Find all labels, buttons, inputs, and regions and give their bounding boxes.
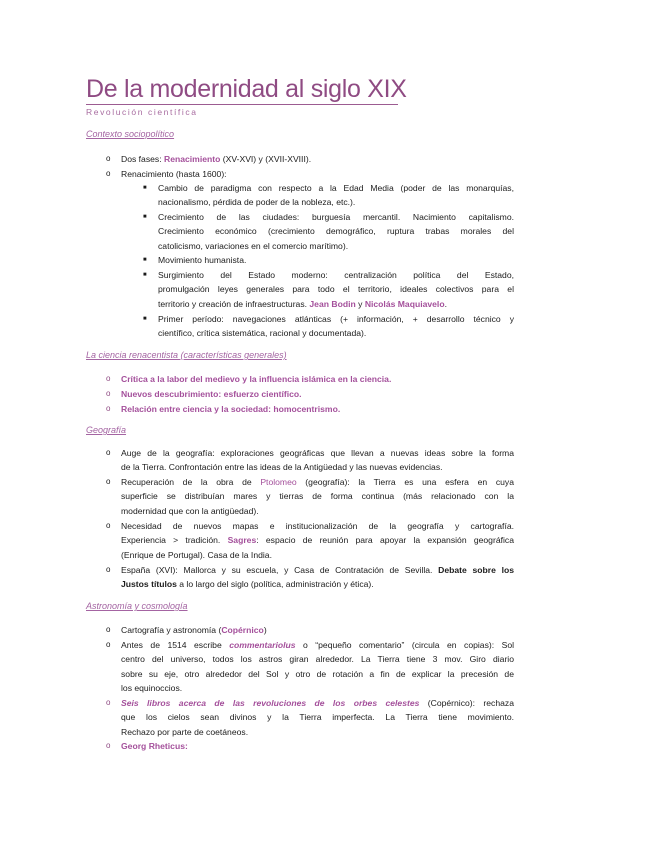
section-heading-contexto: Contexto sociopolítico xyxy=(86,129,175,139)
bullet-icon: o xyxy=(106,698,111,707)
list-item-georg-rheticus: Georg Rheticus: xyxy=(121,741,188,751)
list-item-auge-geografia: Auge de la geografía: exploraciones geográficas que llevan a nuevas ideas sobre la forma de la Tierra. Confrontación entre las ideas de la Antigüedad y las nuevas evidencias. xyxy=(121,448,514,473)
sublist-item-movimiento-humanista: Movimiento humanista. xyxy=(158,255,247,265)
section-heading-astronomia: Astronomía y cosmología xyxy=(86,601,188,611)
bullet-icon: ■ xyxy=(143,185,147,191)
page-title: De la modernidad al siglo XIX xyxy=(86,75,407,103)
bullet-icon: o xyxy=(106,625,111,634)
list-item-renacimiento: Renacimiento (hasta 1600): xyxy=(121,169,227,179)
list-item-commentariolus: Antes de 1514 escribe commentariolus o “pequeño comentario” (circula en copias): Sol centro del universo, todos los astros giran alrededor. La Tierra tiene 3 mov. Giro diario sobre su eje, otro alrededor del Sol y otro de rotación a fin de explicar la precesión de los equinoccios. xyxy=(121,640,515,693)
bullet-icon: ■ xyxy=(143,316,147,322)
bullet-icon: o xyxy=(106,640,111,649)
list-item-ptolomeo: Recuperación de la obra de Ptolomeo (geografía): la Tierra es una esfera en cuya superficie se distribuían mares y tierras de forma continua (más relacionado con la modernidad que con la antigüedad). xyxy=(121,477,514,516)
bullet-icon: o xyxy=(106,448,111,457)
bullet-icon: o xyxy=(106,169,111,178)
list-item-cartografia: Cartografía y astronomía (Copérnico) xyxy=(121,625,267,635)
list-item-relacion-ciencia-sociedad: Relación entre ciencia y la sociedad: homocentrismo. xyxy=(121,404,341,414)
section-heading-ciencia: La ciencia renacentista (características generales) xyxy=(86,350,287,360)
bullet-icon: o xyxy=(106,404,111,413)
list-item-dos-fases: Dos fases: Renacimiento (XV-XVI) y (XVII-XVIII). xyxy=(121,154,312,164)
list-item-critica-medievo: Crítica a la labor del medievo y la influencia islámica en la ciencia. xyxy=(121,374,392,384)
bullet-icon: o xyxy=(106,374,111,383)
bullet-icon: o xyxy=(106,521,111,530)
list-item-espana: España (XVI): Mallorca y su escuela, y Casa de Contratación de Sevilla. Debate sobre los Justos títulos a lo largo del siglo (política, administración y ética). xyxy=(121,565,514,590)
sublist-item-crecimiento-ciudades: Crecimiento de las ciudades: burguesía mercantil. Nacimiento capitalismo. Crecimiento económico (crecimiento demográfico, ruptura trabas morales del catolicismo, variaciones en el comercio marítimo). xyxy=(158,212,514,251)
list-item-nuevos-descubrimientos: Nuevos descubrimiento: esfuerzo científico. xyxy=(121,389,302,399)
bullet-icon: o xyxy=(106,477,111,486)
list-item-seis-libros: Seis libros acerca de las revoluciones de los orbes celestes (Copérnico): rechaza que los cielos sean divinos y la Tierra imperfecta. La Tierra tiene movimiento. Rechazo por parte de coetáneos. xyxy=(121,698,514,737)
bullet-icon: o xyxy=(106,389,111,398)
list-item-nuevos-mapas: Necesidad de nuevos mapas e institucionalización de la geografía y cartografía. Experiencia > tradición. Sagres: espacio de reunión para apoyar la expansión geográfica (Enrique de Portugal). Casa de la India. xyxy=(121,521,514,560)
sublist-item-estado-moderno: Surgimiento del Estado moderno: centralización política del Estado, promulgación leyes generales para todo el territorio, ideales colectivos para el territorio y creación de infraestructuras. Jean Bodin y Nicolás Maquiavelo. xyxy=(158,270,514,309)
title-underline xyxy=(86,104,398,105)
bullet-icon: ■ xyxy=(143,214,147,220)
sublist-item-primer-periodo: Primer período: navegaciones atlánticas (+ información, + desarrollo técnico y científico, crítica sistemática, racional y documentada). xyxy=(158,314,514,339)
sublist-item-cambio-paradigma: Cambio de paradigma con respecto a la Edad Media (poder de las monarquías, nacionalismo, pérdida de poder de la nobleza, etc.). xyxy=(158,183,514,208)
bullet-icon: ■ xyxy=(143,257,147,263)
section-heading-geografia: Geografía xyxy=(86,425,127,435)
bullet-icon: o xyxy=(106,565,111,574)
bullet-icon: ■ xyxy=(143,272,147,278)
bullet-icon: o xyxy=(106,741,111,750)
page-subtitle: Revolución científica xyxy=(86,107,198,117)
bullet-icon: o xyxy=(106,154,111,163)
